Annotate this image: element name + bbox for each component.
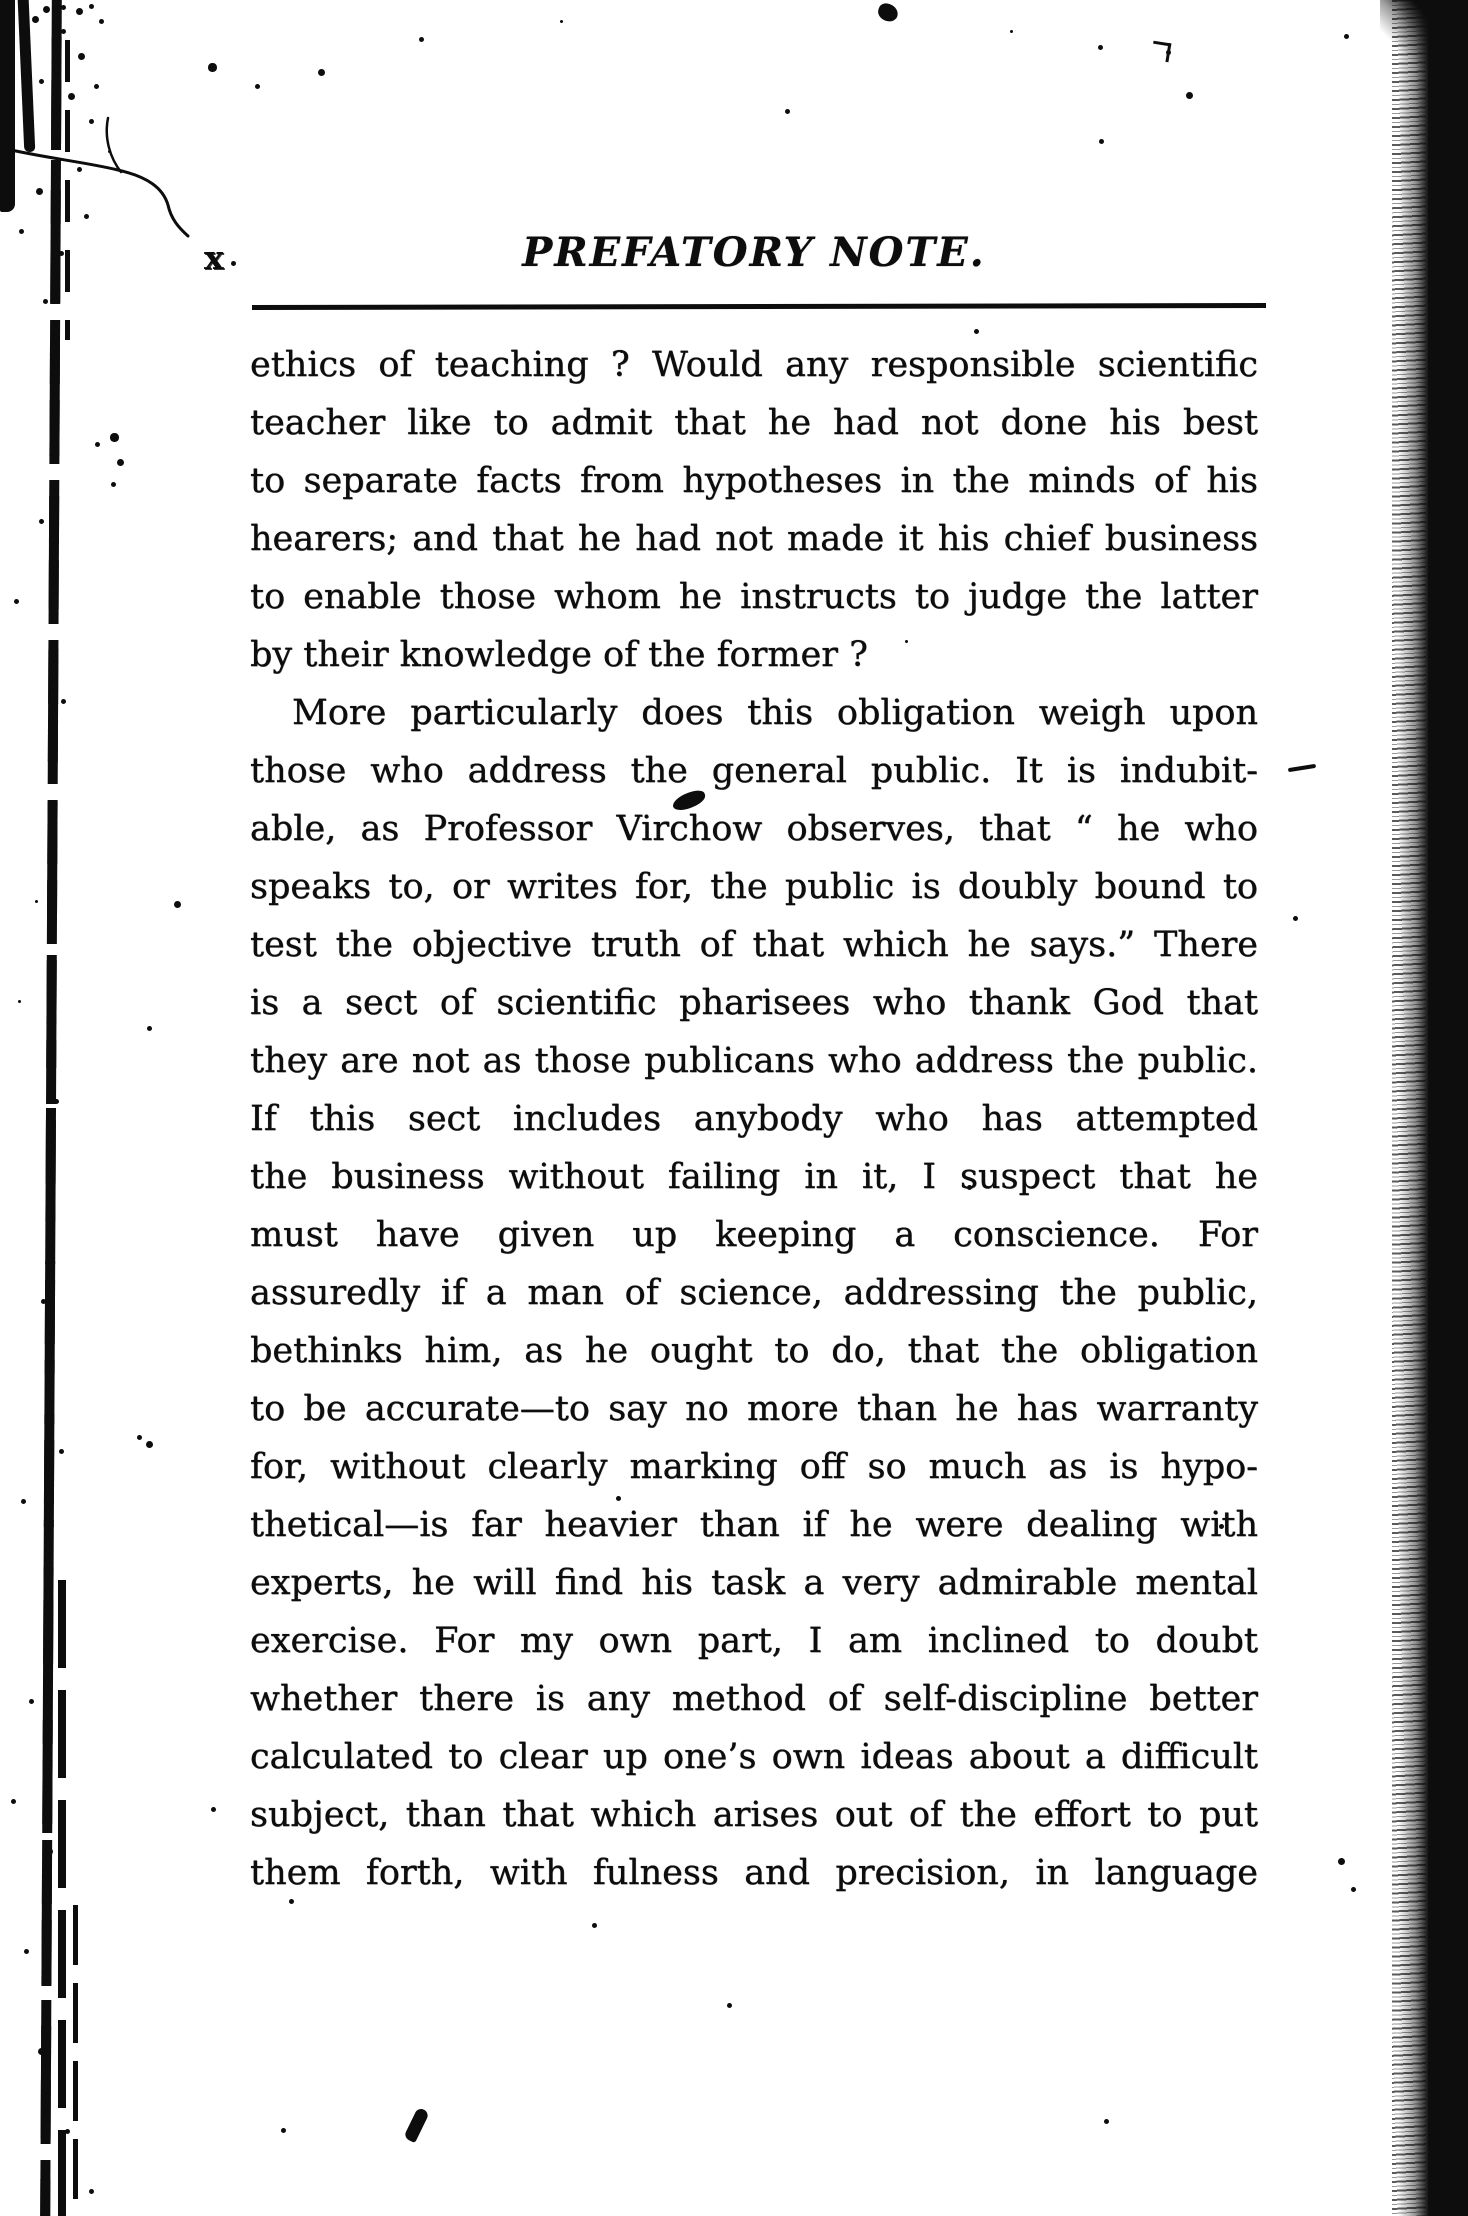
ink-blob-top (876, 1, 900, 23)
binding-crease-line-bottom (58, 1580, 66, 2216)
text-line: exercise. For my own part, I am inclined to doubt (250, 1621, 1258, 1661)
text-line: More particularly does this obligation weigh upon (292, 693, 1258, 733)
text-line: teacher like to admit that he had not done his best (250, 403, 1258, 443)
text-line: bethinks him, as he ought to do, that the obligation (250, 1331, 1258, 1371)
text-line: thetical—is far heavier than if he were dealing with (250, 1505, 1258, 1545)
text-line: subject, than that which arises out of the effort to put (250, 1795, 1258, 1835)
text-line: experts, he will find his task a very admirable mental (250, 1563, 1258, 1603)
text-line: they are not as those publicans who address the public. (250, 1041, 1258, 1081)
text-line: hearers; and that he had not made it his chief business (250, 519, 1258, 559)
text-line: ethics of teaching ? Would any responsible scientific (250, 345, 1258, 385)
pen-stroke-mark (403, 2107, 430, 2143)
text-line: those who address the general public. It is indubit- (250, 751, 1258, 791)
text-line: to enable those whom he instructs to judge the latter (250, 577, 1258, 617)
text-line: by their knowledge of the former ? (250, 635, 868, 675)
hairline-crack (0, 0, 230, 260)
page-edge-shadow-band (1398, 0, 1468, 2216)
text-line: If this sect includes anybody who has attempted (250, 1099, 1258, 1139)
scratch-tick-mark (1151, 41, 1172, 63)
text-line: for, without clearly marking off so much as is hypo- (250, 1447, 1258, 1487)
text-line: must have given up keeping a conscience. For (250, 1215, 1258, 1255)
text-line: them forth, with fulness and precision, in language (250, 1853, 1258, 1893)
text-line: is a sect of scientific pharisees who thank God that (250, 983, 1258, 1023)
text-line: calculated to clear up one’s own ideas about a difficult (250, 1737, 1258, 1777)
binding-crease-line-bottom-2 (73, 1905, 78, 2216)
text-line: able, as Professor Virchow observes, that “ he who (250, 809, 1258, 849)
text-line: to separate facts from hypotheses in the minds of his (250, 461, 1258, 501)
text-line: to be accurate—to say no more than he has warranty (250, 1389, 1258, 1429)
running-head-title: PREFATORY NOTE. (522, 229, 986, 276)
paragraph (250, 336, 1258, 684)
text-line: assuredly if a man of science, addressing the public, (250, 1273, 1258, 1313)
header-rule (252, 303, 1266, 310)
page-corner-shadow (1380, 0, 1468, 70)
text-line: test the objective truth of that which he says.” There (250, 925, 1258, 965)
page-number: x (204, 238, 224, 277)
paragraph (250, 684, 1258, 1902)
text-line: speaks to, or writes for, the public is doubly bound to (250, 867, 1258, 907)
margin-dash-mark (1288, 764, 1316, 772)
text-line: whether there is any method of self-discipline better (250, 1679, 1258, 1719)
text-line: the business without failing in it, I suspect that he (250, 1157, 1258, 1197)
body-text (250, 336, 1258, 1902)
